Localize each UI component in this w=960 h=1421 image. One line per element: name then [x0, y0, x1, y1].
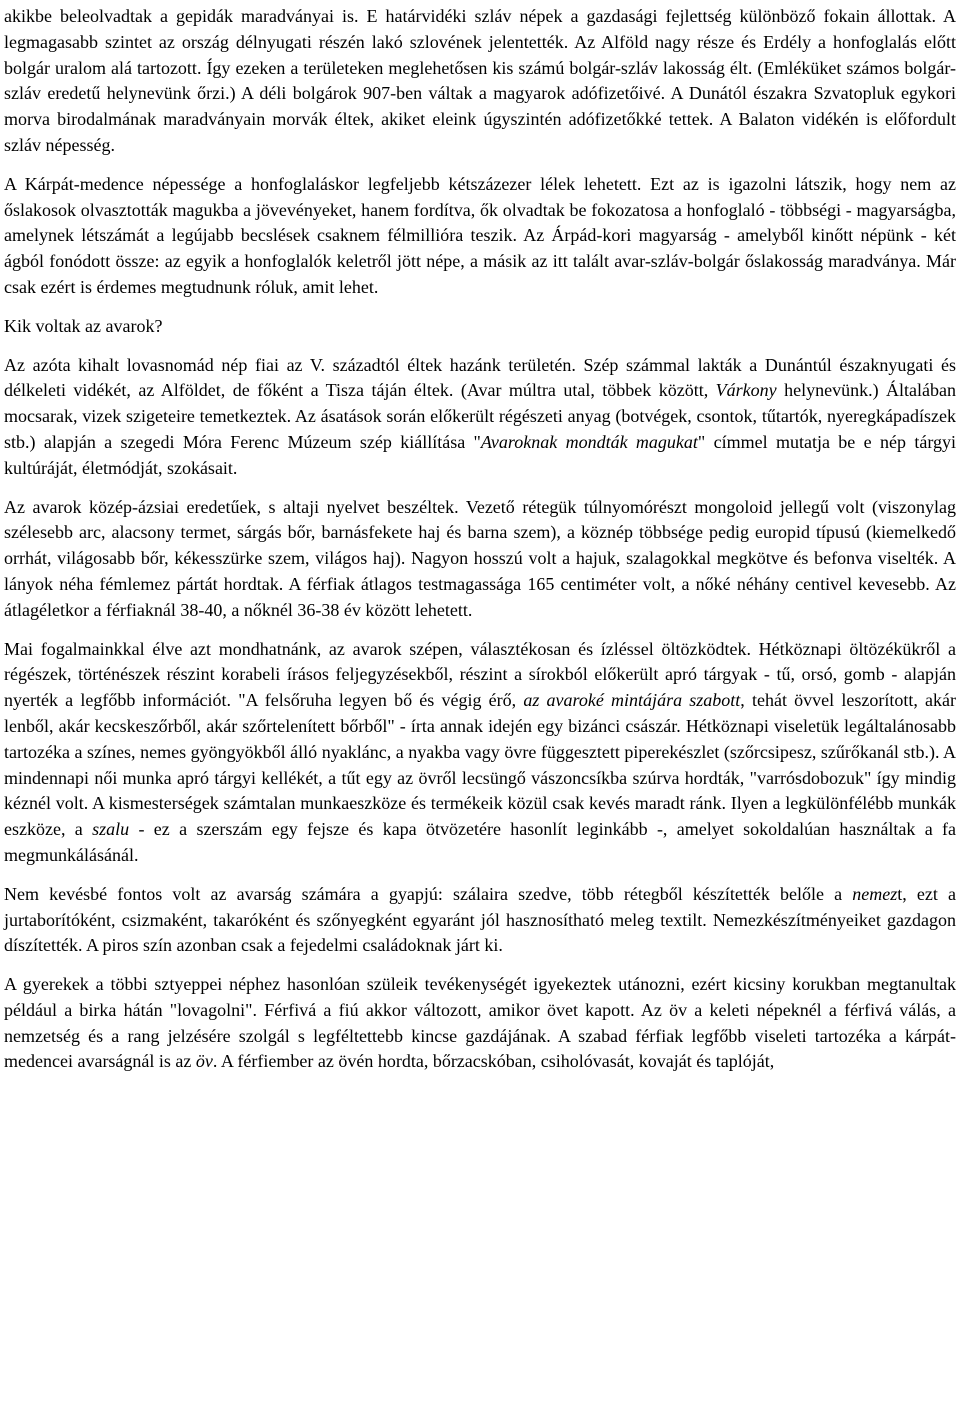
section-question-avars: [4, 314, 956, 340]
paragraph-avar-territory: [4, 353, 956, 482]
italic-tool-name: szalu: [92, 819, 130, 840]
paragraph-text: , tehát övvel leszorított, akár lenből, akár kecskeszőrből, akár szőrtelenített bőrből" - írta annak idején egy bizánci császár. Hétköznapi viseletük legáltalánosabb tartozéka a színes, nemes gyöngyökből álló nyaklánc, a nyakba vagy övre függesztett piperekészlet (szőrcsipesz, szűrőkanál stb.). A mindennapi női munka apró tárgyi kellékét, a tűt egy az övről lecsüngő vászoncsíkba szúrva hordták, "varrósdobozuk" így mindig kéznél volt. A kismesterségek számtalan munkaeszköze és termékeik közül csak kevés maradt ránk. Ilyen a legkülönfélébb munkák eszköze, a: [4, 690, 956, 840]
paragraph-text: - ez a szerszám egy fejsze és kapa ötvözetére hasonlít leginkább -, amelyet sokoldalúan használtak a fa megmunkálásánál.: [4, 819, 957, 865]
italic-term: öv: [195, 1051, 213, 1072]
paragraph-text: akikbe beleolvadtak a gepidák maradványai is. E határvidéki szláv népek a gazdasági fejlettség különböző fokain állottak. A legmagasabb szintet az ország délnyugati részén lakó szlovének jelentették. Az Alföld nagy része és Erdély a honfoglalás előtt bolgár uralom alá tartozott. Így ezeken a területeken meglehetősen kis számú bolgár-szláv lakosság élt. (Emléküket számos bolgár-szláv eredetű helynevünk őrzi.) A déli bolgárok 907-ben váltak a magyarok adófizetőivé. A Dunától északra Szvatopluk egykori morva birodalmának maradványain morvák éltek, akiket eleink úgyszintén adófizetőkké tettek. A Balaton vidékén is előfordult szláv népesség.: [4, 6, 956, 155]
italic-term: nemez: [852, 883, 898, 904]
paragraph-text: A gyerekek a többi sztyeppei néphez hasonlóan szüleik tevékenységét igyekeztek utánozni, ezért kicsiny korukban megtanultak például a birka hátán "lovagolni". Férfivá a fiú akkor változott, amikor övet kapott. Az öv a keleti népeknél a férfivá válás, a nemzetség és a rang jelzésére szolgál s legféltettebb kincse gazdájának. A szabad férfiak legfőbb viseleti tartozéka a kárpát-medencei avarságnál is az: [4, 974, 956, 1072]
italic-place-name: Várkony: [715, 380, 777, 401]
paragraph-text: . A férfiember az övén hordta, bőrzacskóban, csiholóvasát, kovaját és taplóját,: [212, 1051, 775, 1072]
paragraph-avar-origin: [4, 495, 956, 624]
paragraph-children-belt: [4, 972, 956, 1075]
question-text: Kik voltak az avarok?: [4, 315, 163, 336]
paragraph-text: t, ezt a jurtaborítóként, csizmaként, takaróként és szőnyegként egyaránt jól hasznosítható meleg textilt. Nemezkészítményeiket gazdagon díszítették. A piros szín azonban csak a fejedelmi családoknak járt ki.: [4, 883, 956, 956]
paragraph-text: Nem kevésbé fontos volt az avarság számára a gyapjú: szálaira szedve, több rétegből készítették belőle a: [4, 883, 853, 904]
italic-exhibition-title: Avaroknak mondták magukat: [480, 431, 698, 452]
paragraph-gepids-slavs: [4, 4, 956, 159]
paragraph-text: " címmel mutatja be e nép tárgyi kultúráját, életmódját, szokásait.: [4, 431, 956, 478]
paragraph-text: helynevünk.) Általában mocsarak, vizek szigeteire temetkeztek. Az ásatások során előkerült régészeti anyag (botvégek, csontok, tűtartók, nyeregkápadíszek stb.) alapján a szegedi Móra Ferenc Múzeum szép kiállítása ": [4, 380, 956, 452]
paragraph-felt: [4, 882, 956, 959]
paragraph-text: A Kárpát-medence népessége a honfoglaláskor legfeljebb kétszázezer lélek lehetett. Ezt az is igazolni látszik, hogy nem az őslakosok olvasztották magukba a jövevényeket, hanem fordítva, ők olvadtak be fokozatosa a honfoglaló - többségi - magyarságba, amelynek létszámát a legújabb becslések csaknem félmillióra teszik. Az Árpád-kori magyarság - amelyből kinőtt népünk - két ágból fonódott össze: az egyik a honfoglalók keletről jött népe, a másik az itt talált avar-szláv-bolgár őslakosság maradványa. Már csak ezért is érdemes megtudnunk róluk, amit lehet.: [4, 173, 956, 297]
paragraph-population: [4, 172, 956, 301]
paragraph-text: Mai fogalmainkkal élve azt mondhatnánk, az avarok szépen, választékosan és ízléssel öltözködtek. Hétköznapi öltözékükről a régészek, történészek részint korabeli írásos feljegyzésekből, részint a sírokból előkerült apró tárgyak - tű, orsó, gomb - alapján nyerték a legfőbb információt. "A felsőruha legyen bő és végig érő,: [4, 638, 956, 711]
paragraph-text: Az azóta kihalt lovasnomád nép fiai az V. századtól éltek hazánk területén. Szép számmal lakták a Dunántúl északnyugati és délkeleti vidékét, az Alföldet, de főként a Tisza táján éltek. (Avar múltra utal, többek között,: [4, 354, 956, 401]
paragraph-text: Az avarok közép-ázsiai eredetűek, s altaji nyelvet beszéltek. Vezető rétegük túlnyomórészt mongoloid jellegű volt (viszonylag szélesebb arc, alacsony termet, sárgás bőr, barnásfekete haj és barna szem), a köznép többsége pedig europid típusú (kiemelkedő orrhát, világosabb bőr, kékesszürke szem, világos haj). Nagyon hosszú volt a hajuk, szalagokkal megkötve és befonva viselték. A lányok néha fémlemez pártát hordtak. A férfiak átlagos testmagassága 165 centiméter volt, a nőké néhány centivel kevesebb. Az átlagéletkor a férfiaknál 38-40, a nőknél 36-38 év között lehetett.: [4, 496, 956, 620]
paragraph-avar-clothing: [4, 637, 956, 869]
italic-quote: az avaroké mintájára szabott: [523, 690, 741, 711]
